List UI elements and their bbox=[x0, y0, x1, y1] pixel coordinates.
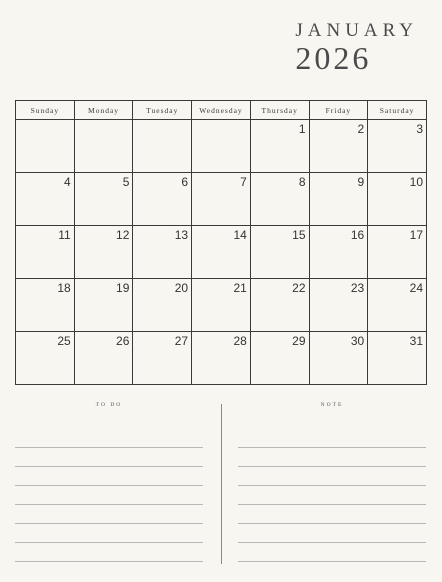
day-cell[interactable] bbox=[192, 120, 251, 173]
day-number: 11 bbox=[58, 228, 71, 242]
day-cell[interactable] bbox=[133, 279, 192, 332]
day-number: 1 bbox=[298, 122, 306, 136]
day-cell[interactable] bbox=[16, 226, 75, 279]
day-cell[interactable] bbox=[368, 120, 427, 173]
day-cell[interactable] bbox=[133, 120, 192, 173]
todo-section bbox=[15, 402, 203, 408]
todo-line[interactable] bbox=[15, 523, 203, 524]
day-cell[interactable] bbox=[250, 120, 309, 173]
day-cell[interactable] bbox=[250, 279, 309, 332]
day-number: 17 bbox=[409, 228, 423, 242]
day-number: 5 bbox=[122, 175, 130, 189]
day-number: 6 bbox=[181, 175, 189, 189]
day-number: 15 bbox=[292, 228, 306, 242]
day-cell[interactable] bbox=[309, 226, 368, 279]
day-cell[interactable] bbox=[16, 279, 75, 332]
weekday-friday: Friday bbox=[309, 101, 368, 120]
day-number: 10 bbox=[409, 175, 423, 189]
day-cell[interactable] bbox=[74, 173, 133, 226]
note-line[interactable] bbox=[238, 542, 426, 543]
day-cell[interactable] bbox=[74, 279, 133, 332]
day-number: 12 bbox=[116, 228, 130, 242]
week-row bbox=[16, 332, 427, 385]
day-number: 25 bbox=[57, 334, 71, 348]
note-line[interactable] bbox=[238, 523, 426, 524]
day-number: 13 bbox=[174, 228, 189, 242]
weekday-tuesday: Tuesday bbox=[133, 101, 192, 120]
day-cell[interactable] bbox=[368, 279, 427, 332]
day-cell[interactable] bbox=[16, 120, 75, 173]
week-row bbox=[16, 279, 427, 332]
day-cell[interactable] bbox=[250, 226, 309, 279]
day-cell[interactable] bbox=[16, 173, 75, 226]
note-title: NOTE bbox=[320, 402, 344, 408]
day-cell[interactable] bbox=[309, 279, 368, 332]
month-title: JANUARY bbox=[295, 20, 418, 41]
weekday-monday: Monday bbox=[74, 101, 133, 120]
note-line[interactable] bbox=[238, 466, 426, 467]
year-title: 2026 bbox=[295, 40, 372, 76]
todo-line[interactable] bbox=[15, 542, 203, 543]
day-cell[interactable] bbox=[368, 173, 427, 226]
day-cell[interactable] bbox=[368, 226, 427, 279]
day-number: 14 bbox=[233, 228, 247, 242]
todo-line[interactable] bbox=[15, 447, 203, 448]
day-number: 23 bbox=[350, 281, 365, 295]
day-number bbox=[129, 131, 132, 133]
calendar-grid bbox=[15, 100, 427, 385]
todo-title: TO DO bbox=[95, 402, 123, 408]
todo-line[interactable] bbox=[15, 485, 203, 486]
note-line[interactable] bbox=[238, 561, 426, 562]
day-number bbox=[188, 131, 191, 133]
note-line[interactable] bbox=[238, 504, 426, 505]
day-number: 28 bbox=[233, 334, 247, 348]
day-number: 22 bbox=[292, 281, 306, 295]
day-number: 21 bbox=[233, 281, 247, 295]
day-number: 26 bbox=[116, 334, 130, 348]
note-line[interactable] bbox=[238, 447, 426, 448]
section-divider bbox=[221, 404, 222, 564]
weekday-header-row bbox=[16, 101, 427, 120]
day-cell[interactable] bbox=[74, 332, 133, 385]
day-cell[interactable] bbox=[309, 120, 368, 173]
week-row bbox=[16, 173, 427, 226]
weekday-sunday: Sunday bbox=[16, 101, 75, 120]
day-cell[interactable] bbox=[309, 332, 368, 385]
note-line[interactable] bbox=[238, 485, 426, 486]
day-number: 27 bbox=[174, 334, 189, 348]
day-number: 4 bbox=[64, 175, 71, 189]
day-number: 29 bbox=[292, 334, 306, 348]
day-cell[interactable] bbox=[74, 226, 133, 279]
day-cell[interactable] bbox=[16, 332, 75, 385]
day-cell[interactable] bbox=[192, 332, 251, 385]
day-number bbox=[247, 131, 250, 133]
day-number: 7 bbox=[240, 175, 247, 189]
day-cell[interactable] bbox=[192, 173, 251, 226]
day-cell[interactable] bbox=[74, 120, 133, 173]
weekday-thursday: Thursday bbox=[250, 101, 309, 120]
day-number: 3 bbox=[416, 122, 423, 136]
day-cell[interactable] bbox=[133, 332, 192, 385]
day-cell[interactable] bbox=[192, 226, 251, 279]
todo-line[interactable] bbox=[15, 561, 203, 562]
day-cell[interactable] bbox=[250, 332, 309, 385]
day-number: 20 bbox=[174, 281, 189, 295]
todo-line[interactable] bbox=[15, 466, 203, 467]
note-section bbox=[238, 402, 426, 408]
day-number: 18 bbox=[57, 281, 71, 295]
weekday-saturday: Saturday bbox=[368, 101, 427, 120]
day-number: 16 bbox=[350, 228, 365, 242]
day-number: 30 bbox=[350, 334, 365, 348]
day-number bbox=[71, 131, 74, 133]
day-cell[interactable] bbox=[133, 226, 192, 279]
day-cell[interactable] bbox=[368, 332, 427, 385]
day-number: 19 bbox=[116, 281, 130, 295]
weekday-wednesday: Wednesday bbox=[192, 101, 251, 120]
day-number: 8 bbox=[298, 175, 306, 189]
day-number: 2 bbox=[357, 122, 365, 136]
day-cell[interactable] bbox=[309, 173, 368, 226]
calendar-header bbox=[295, 20, 418, 74]
day-cell[interactable] bbox=[250, 173, 309, 226]
day-number: 9 bbox=[357, 175, 365, 189]
day-number: 24 bbox=[409, 281, 423, 295]
week-row bbox=[16, 226, 427, 279]
day-cell[interactable] bbox=[133, 173, 192, 226]
todo-line[interactable] bbox=[15, 504, 203, 505]
week-row bbox=[16, 120, 427, 173]
day-cell[interactable] bbox=[192, 279, 251, 332]
day-number: 31 bbox=[409, 334, 423, 348]
